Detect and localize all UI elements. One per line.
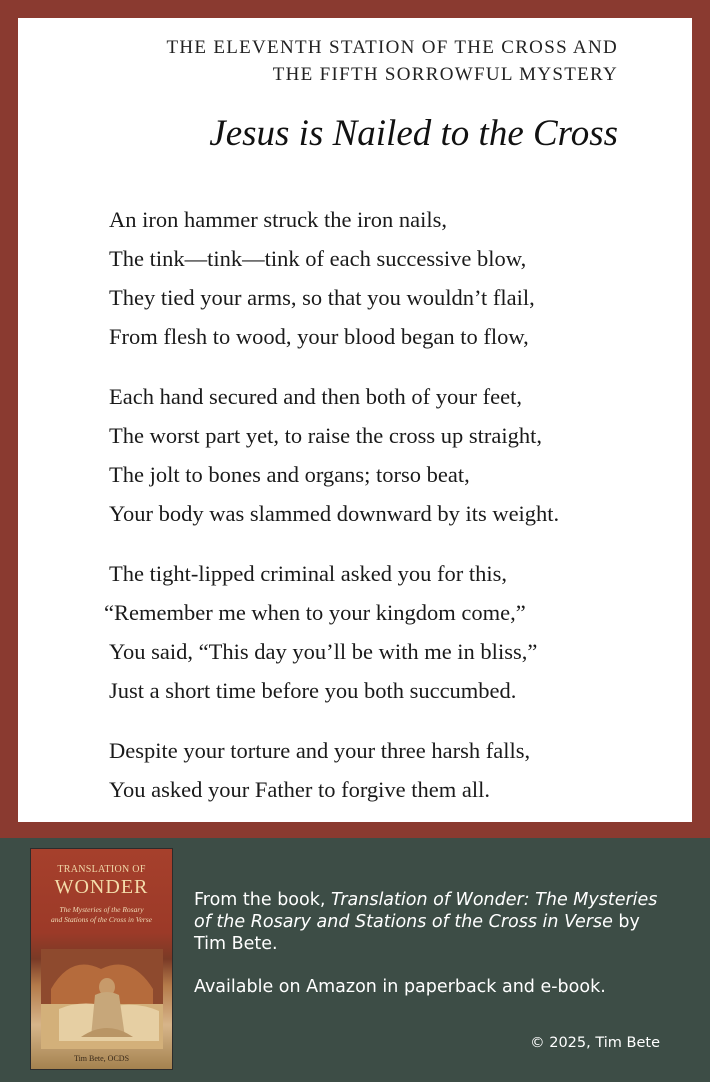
poem-line: The jolt to bones and organs; torso beat, xyxy=(109,462,470,487)
poem-line: Despite your torture and your three harsh falls, xyxy=(109,738,531,763)
availability-note: Available on Amazon in paperback and e-book. xyxy=(194,977,606,997)
poem-line: You said, “This day you’ll be with me in bliss,” xyxy=(109,639,538,664)
book-promo-footer xyxy=(0,838,710,1082)
copyright-notice: © 2025, Tim Bete xyxy=(530,1035,660,1051)
cover-author: Tim Bete, OCDS xyxy=(73,1054,130,1063)
poem-line: Your body was slammed downward by its weight. xyxy=(109,501,560,526)
stanza-4 xyxy=(109,731,669,809)
poem-line: The worst part yet, to raise the cross up straight, xyxy=(109,423,543,448)
station-heading xyxy=(166,34,618,88)
station-heading-line-2: THE FIFTH SORROWFUL MYSTERY xyxy=(272,64,618,85)
poem-line: Each hand secured and then both of your feet, xyxy=(109,384,522,409)
stanza-2 xyxy=(109,377,669,533)
poem-line: They tied your arms, so that you wouldn’t flail, xyxy=(109,285,535,310)
poem-line: The tink—tink—tink of each successive blow, xyxy=(109,246,527,271)
stanza-1 xyxy=(109,200,669,356)
by-author: by Tim Bete. xyxy=(194,912,640,954)
poem-line: From flesh to wood, your blood began to flow, xyxy=(109,324,529,349)
poem-card xyxy=(18,18,692,822)
book-title-link[interactable]: Translation of Wonder: The Mysteries of the Rosary and Stations of the Cross in Verse xyxy=(194,890,658,932)
poem-line: The tight-lipped criminal asked you for this, xyxy=(109,561,508,586)
cover-painting-illustration xyxy=(41,949,163,1049)
poem-body xyxy=(104,200,669,830)
poem-line: An iron hammer struck the iron nails, xyxy=(109,207,448,232)
cover-subtitle xyxy=(31,905,172,925)
cover-subtitle-line-2: and Stations of the Cross in Verse xyxy=(51,915,152,924)
stanza-3 xyxy=(104,554,669,710)
poem-title: Jesus is Nailed to the Cross xyxy=(209,113,618,154)
poem-line: Just a short time before you both succumbed. xyxy=(109,678,517,703)
book-cover-image[interactable] xyxy=(30,848,173,1070)
cover-small-title: TRANSLATION OF xyxy=(57,864,146,875)
cover-subtitle-line-1: The Mysteries of the Rosary xyxy=(59,905,144,914)
station-heading-line-1: THE ELEVENTH STATION OF THE CROSS AND xyxy=(166,37,618,58)
poem-line: “Remember me when to your kingdom come,” xyxy=(104,600,526,625)
from-prefix: From the book, xyxy=(194,890,331,910)
book-cover-title-block xyxy=(31,849,172,925)
book-source-note xyxy=(194,889,674,955)
cover-big-title: WONDER xyxy=(54,876,149,898)
poem-line: You asked your Father to forgive them all. xyxy=(109,777,490,802)
